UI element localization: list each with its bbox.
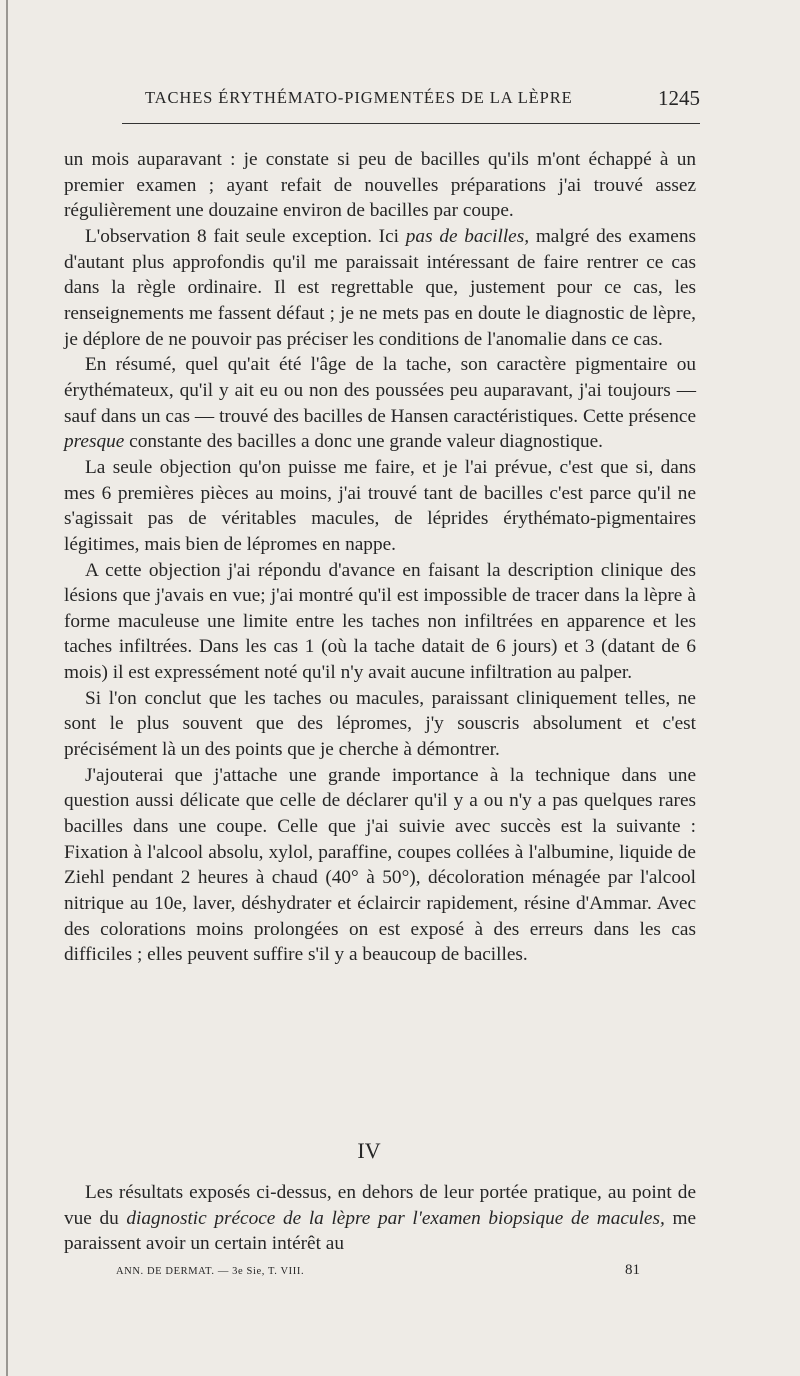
paragraph-text: me paraissent avoir un certain intérêt au xyxy=(64,1207,696,1255)
running-title: TACHES ÉRYTHÉMATO-PIGMENTÉES DE LA LÈPRE xyxy=(145,88,573,107)
paragraph-emphasis: presque xyxy=(64,431,125,453)
paragraph-emphasis: diagnostic précoce de la lèpre par l'examen biopsique de macules, xyxy=(126,1207,665,1229)
paragraph-reponse: A cette objection j'ai répondu d'avance en faisant la description clinique des lésions que j'avais en vue; j'ai montré qu'il est impossible de tracer dans la lèpre à forme maculeuse une limite entre les taches non infiltrées en apparence et les taches infiltrées. Dans les cas 1 (où la tache datait de 6 jours) et 3 (datant de 6 mois) il est expressément noté qu'il n'y avait aucune infiltration au palper. xyxy=(64,559,696,684)
page-number: 1245 xyxy=(658,86,700,110)
paragraph-section-iv xyxy=(64,1180,696,1257)
paragraph-text: En résumé, quel qu'ait été l'âge de la tache, son caractère pigmentaire ou érythémateux, qu'il y ait eu ou non des poussées peu auparavant, j'ai toujours — sauf dans un cas — trouvé des bacilles de Hansen caractéristiques. Cette présence xyxy=(64,354,696,427)
paragraph-text: malgré des examens d'autant plus approfondis qu'il me paraissait intéressant de faire rentrer ce cas dans la règle ordinaire. Il est regrettable que, justement pour ce cas, les renseignements me fassent défaut ; je ne mets pas en doute le diagnostic de lèpre, je déplore de ne pouvoir pas préciser les conditions de l'anomalie dans ce cas. xyxy=(64,225,697,350)
body-text xyxy=(64,147,696,968)
paragraph-text: L'observation 8 fait seule exception. Ici xyxy=(85,225,406,247)
binding-edge xyxy=(6,0,8,1376)
paragraph-emphasis: pas de bacilles, xyxy=(405,225,530,247)
paragraph-conclusion: Si l'on conclut que les taches ou macules, paraissant cliniquement telles, ne sont le plus souvent que des lépromes, j'y souscris absolument et c'est précisément là un des points que je cherche à démontrer. xyxy=(64,687,696,761)
paragraph-text: Les résultats exposés ci-dessus, en dehors de leur portée pratique, au point de vue du xyxy=(64,1182,696,1229)
paragraph-observation-8 xyxy=(64,224,696,352)
paragraph-continuation: un mois auparavant : je constate si peu de bacilles qu'ils m'ont échappé à un premier examen ; ayant refait de nouvelles préparations j'ai trouvé assez régulièrement une douzaine environ de bacilles par coupe. xyxy=(64,149,696,222)
paragraph-objection: La seule objection qu'on puisse me faire, et je l'ai prévue, c'est que si, dans mes 6 premières pièces au moins, j'ai trouvé tant de bacilles c'est parce qu'il ne s'agissait pas de véritables macules, de léprides érythémato-pigmentaires légitimes, mais bien de lépromes en nappe. xyxy=(64,456,696,555)
paragraph-technique: J'ajouterai que j'attache une grande importance à la technique dans une question aussi délicate que celle de déclarer qu'il y a ou n'y a pas quelques rares bacilles dans une coupe. Celle que j'ai suivie avec succès est la suivante : Fixation à l'alcool absolu, xylol, paraffine, coupes collées à l'albumine, liquide de Ziehl pendant 2 heures à chaud (40° à 50°), décoloration ménagée par l'alcool nitrique au 10e, laver, déshydrater et éclaircir rapidement, résine d'Ammar. Avec des colorations moins prolongées on est exposé à des erreurs dans les cas difficiles ; elles peuvent suffire s'il y a beaucoup de bacilles. xyxy=(64,764,696,966)
header-rule xyxy=(122,123,700,124)
page-header xyxy=(145,86,700,114)
signature-mark: 81 xyxy=(625,1262,640,1278)
paragraph-resume xyxy=(64,352,696,455)
paragraph-text: constante des bacilles a donc une grande valeur diagnostique. xyxy=(124,431,603,453)
section-heading: IV xyxy=(357,1138,381,1163)
page-footer xyxy=(116,1262,640,1282)
journal-reference: ANN. DE DERMAT. — 3e Sie, T. VIII. xyxy=(116,1266,305,1277)
